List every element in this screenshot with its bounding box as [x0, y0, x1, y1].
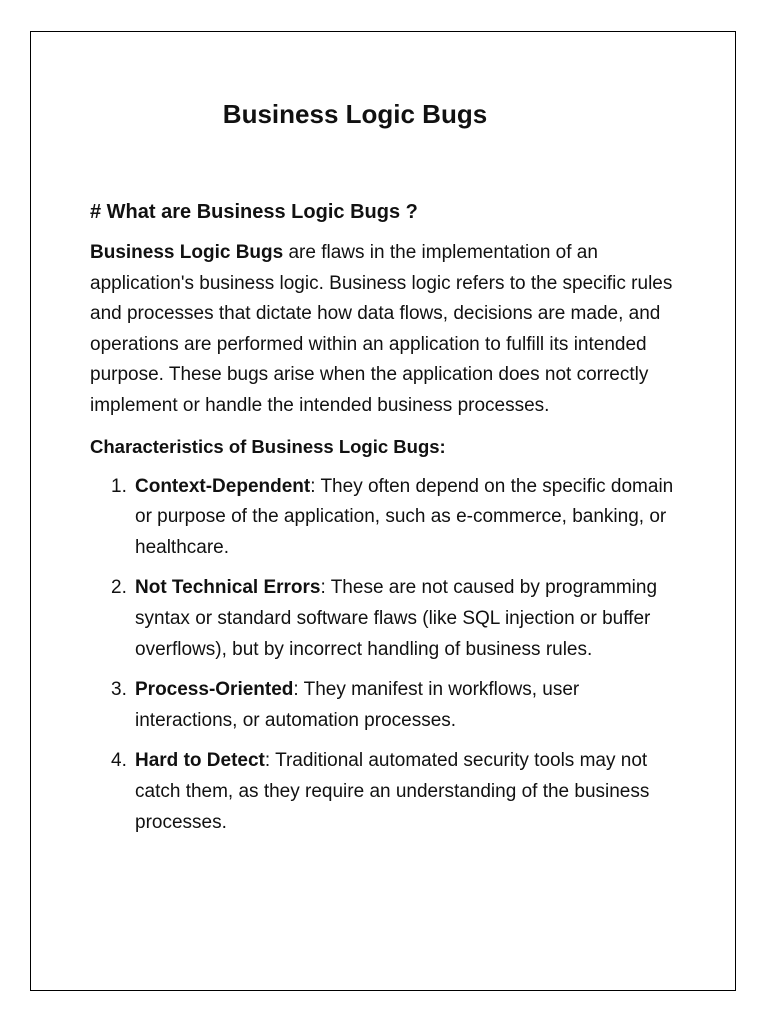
list-item-text: : They manifest in workflows, user interactions, or automation processes. — [135, 679, 580, 731]
list-item-term: Context-Dependent — [135, 475, 311, 497]
list-item — [90, 573, 680, 665]
list-item-text: : Traditional automated security tools may not catch them, as they require an understanding of the business processes. — [135, 750, 650, 833]
list-item-term: Process-Oriented — [135, 679, 294, 701]
list-item-text: : They often depend on the specific domain or purpose of the application, such as e-commerce, banking, or healthcare. — [135, 475, 674, 558]
list-item-number: 1. — [111, 475, 127, 497]
list-item-number: 2. — [111, 577, 127, 599]
list-item-text: : These are not caused by programming syntax or standard software flaws (like SQL injection or buffer overflows), but by incorrect handling of business rules. — [135, 577, 658, 660]
list-item — [90, 675, 680, 736]
list-item-term: Hard to Detect — [135, 750, 265, 772]
intro-text: are flaws in the implementation of an application's business logic. Business logic refers to the specific rules and processes that dictate how data flows, decisions are made, and operations are performed within an application to fulfill its intended purpose. These bugs arise when the application does not correctly implement or handle the intended business processes. — [90, 242, 673, 416]
characteristics-heading: Characteristics of Business Logic Bugs: — [90, 435, 446, 457]
list-item-number: 3. — [111, 679, 127, 701]
section-heading: # What are Business Logic Bugs ? — [90, 201, 418, 223]
list-item — [90, 746, 680, 838]
intro-term: Business Logic Bugs — [90, 242, 284, 263]
document-title: Business Logic Bugs — [222, 99, 488, 129]
document-body — [90, 198, 680, 848]
list-item — [90, 472, 680, 564]
intro-paragraph — [90, 238, 680, 422]
characteristics-list — [90, 472, 680, 839]
document-page — [30, 31, 736, 991]
list-item-number: 4. — [111, 750, 127, 772]
list-item-term: Not Technical Errors — [135, 577, 321, 599]
